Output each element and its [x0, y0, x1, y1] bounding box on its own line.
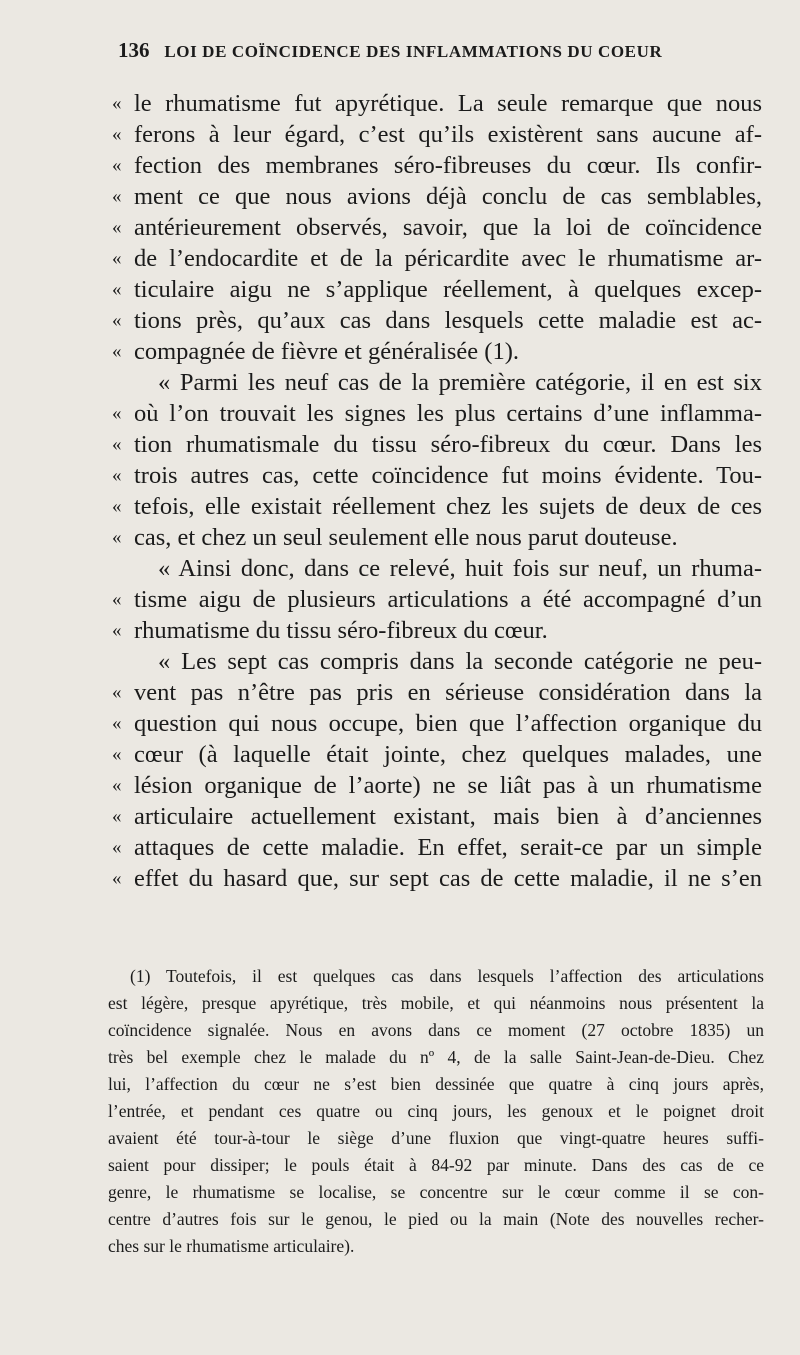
- text-line: [0, 367, 800, 398]
- line-text: ferons à leur égard, c’est qu’ils existèrent sans aucune af-: [134, 121, 762, 148]
- footnote-text: lui, l’affection du cœur ne s’est bien dessinée que quatre à cinq jours après,: [108, 1074, 764, 1094]
- text-line: [0, 708, 800, 739]
- quote-mark: «: [112, 124, 122, 145]
- line-text: vent pas n’être pas pris en sérieuse considération dans la: [134, 679, 762, 706]
- quote-mark: «: [112, 465, 122, 486]
- running-title: LOI DE COÏNCIDENCE DES INFLAMMATIONS DU COEUR: [164, 42, 663, 61]
- footnote-text: coïncidence signalée. Nous en avons dans ce moment (27 octobre 1835) un: [108, 1020, 764, 1040]
- text-line: [0, 150, 800, 181]
- quote-mark: «: [112, 806, 122, 827]
- text-line: [0, 305, 800, 336]
- line-text: le rhumatisme fut apyrétique. La seule remarque que nous: [134, 90, 762, 117]
- footnote-text: centre d’autres fois sur le genou, le pied ou la main (Note des nouvelles recher-: [108, 1209, 764, 1229]
- footnote-line: [0, 1017, 800, 1044]
- footnote-line: [0, 1098, 800, 1125]
- footnote-line: [0, 963, 800, 990]
- text-line: [0, 832, 800, 863]
- text-line: [0, 491, 800, 522]
- line-text: tisme aigu de plusieurs articulations a été accompagné d’un: [134, 586, 762, 613]
- quote-mark: «: [112, 713, 122, 734]
- quote-mark: «: [112, 837, 122, 858]
- footnote-line: [0, 1125, 800, 1152]
- quote-mark: «: [112, 775, 122, 796]
- text-line: [0, 212, 800, 243]
- text-line: [0, 336, 800, 367]
- footnote-line: [0, 1179, 800, 1206]
- line-text: tion rhumatismale du tissu séro-fibreux du cœur. Dans les: [134, 431, 762, 458]
- line-text: cœur (à laquelle était jointe, chez quelques malades, une: [134, 741, 762, 768]
- text-line: [0, 553, 800, 584]
- quote-mark: «: [112, 186, 122, 207]
- quote-mark: «: [112, 217, 122, 238]
- quote-mark: «: [112, 403, 122, 424]
- footnote-line: [0, 1044, 800, 1071]
- quote-mark: «: [112, 527, 122, 548]
- line-text: antérieurement observés, savoir, que la loi de coïncidence: [134, 214, 762, 241]
- quote-mark: «: [112, 868, 122, 889]
- footnote-text: avaient été tour-à-tour le siège d’une fluxion que vingt-quatre heures suffi-: [108, 1128, 764, 1148]
- line-text: ment ce que nous avions déjà conclu de cas semblables,: [134, 183, 762, 210]
- footnote-line: [0, 1206, 800, 1233]
- line-text: rhumatisme du tissu séro-fibreux du cœur.: [134, 617, 548, 644]
- footnote-text: l’entrée, et pendant ces quatre ou cinq jours, les genoux et le poignet droit: [108, 1101, 764, 1121]
- line-text: de l’endocardite et de la péricardite avec le rhumatisme ar-: [134, 245, 762, 272]
- line-text: où l’on trouvait les signes les plus certains d’une inflamma-: [134, 400, 762, 427]
- text-line: [0, 398, 800, 429]
- text-line: [0, 119, 800, 150]
- footnote-text: est légère, presque apyrétique, très mobile, et qui néanmoins nous présentent la: [108, 993, 764, 1013]
- line-text: compagnée de fièvre et généralisée (1).: [134, 338, 519, 365]
- line-text: question qui nous occupe, bien que l’affection organique du: [134, 710, 762, 737]
- text-line: [0, 274, 800, 305]
- quote-mark: «: [112, 434, 122, 455]
- footnote-text: ches sur le rhumatisme articulaire).: [108, 1236, 355, 1256]
- quote-mark: «: [112, 248, 122, 269]
- quote-mark: «: [112, 589, 122, 610]
- footnote-text: genre, le rhumatisme se localise, se concentre sur le cœur comme il se con-: [108, 1182, 764, 1202]
- quote-mark: «: [112, 341, 122, 362]
- text-line: [0, 739, 800, 770]
- text-line: [0, 429, 800, 460]
- line-text: articulaire actuellement existant, mais bien à d’anciennes: [134, 803, 762, 830]
- text-line: [0, 88, 800, 119]
- line-text: lésion organique de l’aorte) ne se liât pas à un rhumatisme: [134, 772, 762, 799]
- text-line: [0, 522, 800, 553]
- quote-mark: «: [112, 620, 122, 641]
- page-number: 136: [118, 38, 150, 62]
- footnote: [0, 963, 800, 1260]
- line-text: « Ainsi donc, dans ce relevé, huit fois sur neuf, un rhuma-: [158, 555, 762, 582]
- quote-mark: «: [112, 279, 122, 300]
- quote-mark: «: [112, 155, 122, 176]
- footnote-line: [0, 990, 800, 1017]
- quote-mark: «: [112, 682, 122, 703]
- main-text: [0, 88, 800, 894]
- footnote-line: [0, 1071, 800, 1098]
- text-line: [0, 460, 800, 491]
- quote-mark: «: [112, 93, 122, 114]
- line-text: effet du hasard que, sur sept cas de cette maladie, il ne s’en: [134, 865, 762, 892]
- footnote-line: [0, 1152, 800, 1179]
- line-text: ticulaire aigu ne s’applique réellement, à quelques excep-: [134, 276, 762, 303]
- line-text: cas, et chez un seul seulement elle nous parut douteuse.: [134, 524, 678, 551]
- line-text: tefois, elle existait réellement chez les sujets de deux de ces: [134, 493, 762, 520]
- running-header: [118, 38, 738, 63]
- text-line: [0, 181, 800, 212]
- text-line: [0, 677, 800, 708]
- text-line: [0, 770, 800, 801]
- quote-mark: «: [112, 496, 122, 517]
- footnote-text: très bel exemple chez le malade du nº 4, de la salle Saint-Jean-de-Dieu. Chez: [108, 1047, 764, 1067]
- text-line: [0, 863, 800, 894]
- footnote-text: (1) Toutefois, il est quelques cas dans lesquels l’affection des articulations: [130, 966, 764, 986]
- text-line: [0, 584, 800, 615]
- line-text: trois autres cas, cette coïncidence fut moins évidente. Tou-: [134, 462, 762, 489]
- footnote-text: saient pour dissiper; le pouls était à 84-92 par minute. Dans des cas de ce: [108, 1155, 764, 1175]
- footnote-line: [0, 1233, 800, 1260]
- line-text: fection des membranes séro-fibreuses du cœur. Ils confir-: [134, 152, 762, 179]
- text-line: [0, 615, 800, 646]
- text-line: [0, 801, 800, 832]
- text-line: [0, 646, 800, 677]
- line-text: « Parmi les neuf cas de la première catégorie, il en est six: [158, 369, 762, 396]
- line-text: tions près, qu’aux cas dans lesquels cette maladie est ac-: [134, 307, 762, 334]
- line-text: « Les sept cas compris dans la seconde catégorie ne peu-: [158, 648, 762, 675]
- line-text: attaques de cette maladie. En effet, serait-ce par un simple: [134, 834, 762, 861]
- quote-mark: «: [112, 310, 122, 331]
- quote-mark: «: [112, 744, 122, 765]
- text-line: [0, 243, 800, 274]
